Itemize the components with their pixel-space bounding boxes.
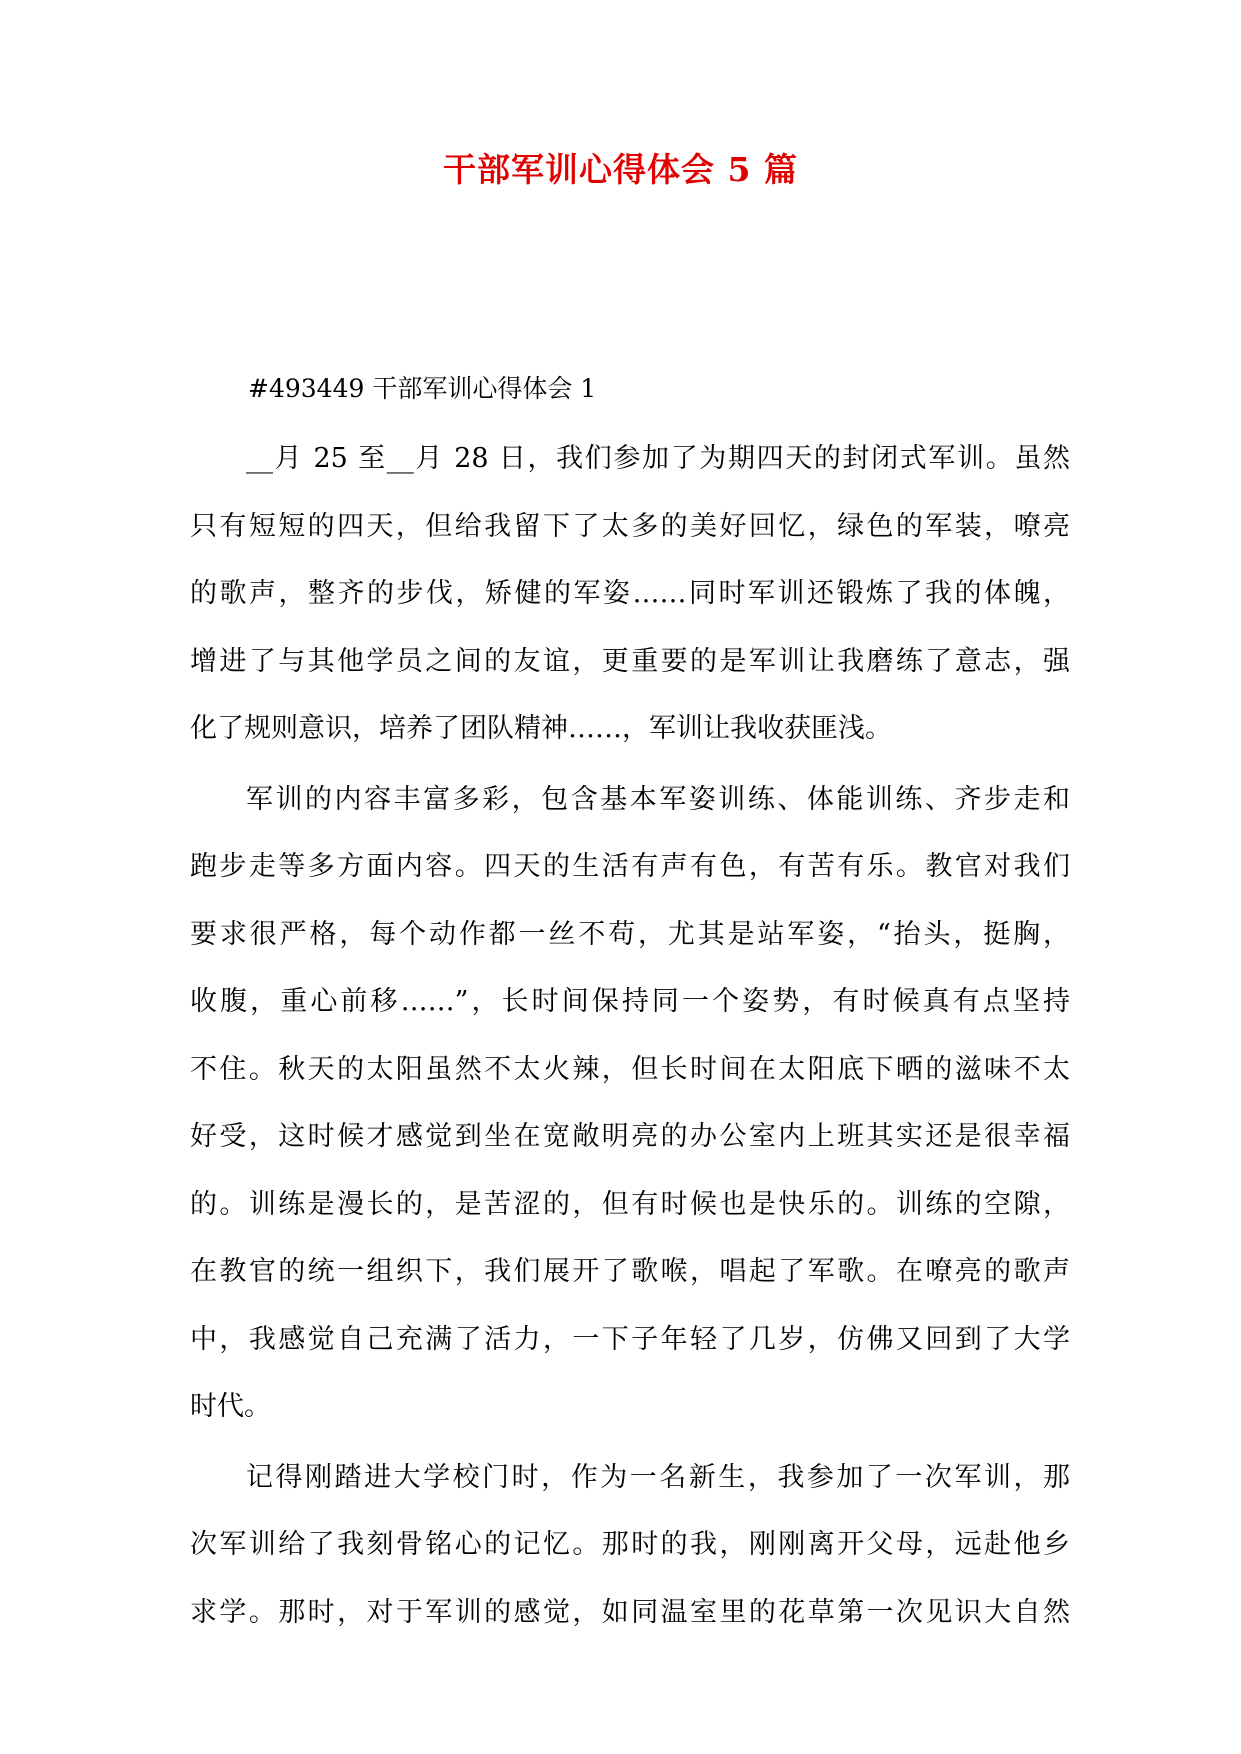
paragraph-line: 记得刚踏进大学校门时，作为一名新生，我参加了一次军训，那 (246, 1461, 1070, 1493)
document-body (190, 352, 1070, 1646)
paragraph-line: 次军训给了我刻骨铭心的记忆。那时的我，刚刚离开父母，远赴他乡 (190, 1529, 1070, 1560)
paragraph-line: 中，我感觉自己充满了活力，一下子年轻了几岁，仿佛又回到了大学 (190, 1323, 1070, 1355)
paragraph-line: 的。训练是漫长的，是苦涩的，但有时候也是快乐的。训练的空隙， (190, 1188, 1070, 1220)
paragraph-line: 跑步走等多方面内容。四天的生活有声有色，有苦有乐。教官对我们 (190, 851, 1070, 882)
paragraph-1 (190, 425, 1070, 763)
paragraph-2 (190, 766, 1070, 1441)
paragraph-line: 好受，这时候才感觉到坐在宽敞明亮的办公室内上班其实还是很幸福 (190, 1121, 1070, 1152)
section-heading: #493449 干部军训心得体会 1 (248, 374, 597, 403)
paragraph-line: __月 25 至__月 28 日，我们参加了为期四天的封闭式军训。虽然 (246, 443, 1070, 474)
paragraph-line: 时代。 (190, 1391, 271, 1422)
paragraph-line: 只有短短的四天，但给我留下了太多的美好回忆，绿色的军装，嘹亮 (190, 510, 1070, 542)
paragraph-line: 不住。秋天的太阳虽然不太火辣，但长时间在太阳底下晒的滋味不太 (190, 1053, 1070, 1085)
paragraph-line: 在教官的统一组织下，我们展开了歌喉，唱起了军歌。在嘹亮的歌声 (190, 1256, 1070, 1287)
paragraph-line: 军训的内容丰富多彩，包含基本军姿训练、体能训练、齐步走和 (246, 783, 1070, 815)
paragraph-3 (190, 1444, 1070, 1647)
paragraph-line: 的歌声，整齐的步伐，矫健的军姿……同时军训还锻炼了我的体魄， (190, 578, 1070, 609)
paragraph-line: 化了规则意识，培养了团队精神……，军训让我收获匪浅。 (190, 713, 892, 744)
paragraph-line: 增进了与其他学员之间的友谊，更重要的是军训让我磨练了意志，强 (190, 645, 1070, 677)
paragraph-line: 求学。那时，对于军训的感觉，如同温室里的花草第一次见识大自然 (190, 1596, 1070, 1628)
paragraph-line: 收腹，重心前移……”，长时间保持同一个姿势，有时候真有点坚持 (190, 986, 1070, 1017)
document-title: 干部军训心得体会 5 篇 (443, 150, 798, 189)
paragraph-line: 要求很严格，每个动作都一丝不苟，尤其是站军姿，“抬头，挺胸， (190, 918, 1070, 950)
